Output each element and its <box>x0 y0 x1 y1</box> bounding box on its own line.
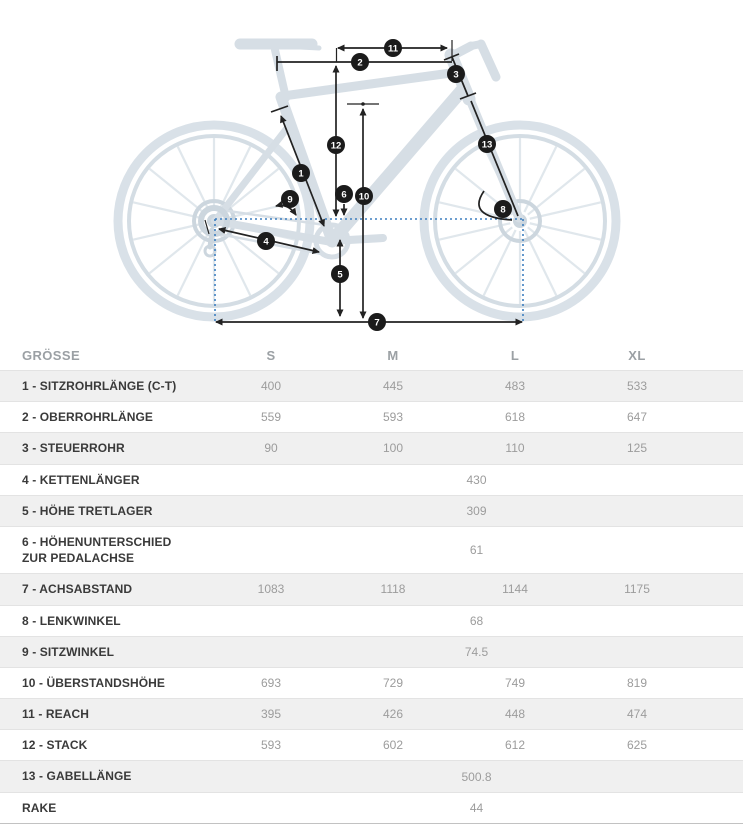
row-label: 7 - ACHSABSTAND <box>0 574 210 605</box>
cell-merged: 61 <box>210 526 743 573</box>
badge-2 <box>351 53 369 71</box>
size-table-header <box>0 340 743 371</box>
line-fork-length <box>471 101 518 216</box>
row-label: 6 - HÖHENUNTERSCHIED ZUR PEDALACHSE <box>0 526 210 573</box>
cell-l: 618 <box>454 402 576 433</box>
cell-merged: 430 <box>210 464 743 495</box>
cell-xl: 474 <box>576 699 698 730</box>
cell-filler <box>698 402 743 433</box>
derailleur <box>210 230 212 247</box>
column-header-s: S <box>210 340 332 371</box>
table-row <box>0 761 743 792</box>
cell-s: 90 <box>210 433 332 464</box>
cell-s: 593 <box>210 730 332 761</box>
badge-5-label: 5 <box>337 269 343 281</box>
table-row <box>0 636 743 667</box>
badge-12 <box>327 136 345 154</box>
cell-filler <box>698 574 743 605</box>
column-header-filler <box>698 340 743 371</box>
cell-m: 593 <box>332 402 454 433</box>
cell-s: 395 <box>210 699 332 730</box>
badge-11 <box>384 39 402 57</box>
cell-xl: 625 <box>576 730 698 761</box>
saddle-nose <box>300 47 319 48</box>
row-label: 3 - STEUERROHR <box>0 433 210 464</box>
badge-3-label: 3 <box>453 69 459 81</box>
table-row <box>0 402 743 433</box>
badge-3 <box>447 65 465 83</box>
badge-10 <box>355 187 373 205</box>
badge-13 <box>478 135 496 153</box>
badge-13-label: 13 <box>481 139 493 151</box>
table-row <box>0 730 743 761</box>
row-label: 8 - LENKWINKEL <box>0 605 210 636</box>
cell-filler <box>698 730 743 761</box>
cell-xl: 1175 <box>576 574 698 605</box>
cell-xl: 819 <box>576 667 698 698</box>
cell-filler <box>698 667 743 698</box>
cell-l: 749 <box>454 667 576 698</box>
cell-m: 729 <box>332 667 454 698</box>
cell-m: 100 <box>332 433 454 464</box>
column-header-xl: XL <box>576 340 698 371</box>
badge-2-label: 2 <box>357 57 363 69</box>
cell-filler <box>698 433 743 464</box>
table-row <box>0 699 743 730</box>
table-row <box>0 464 743 495</box>
brake-lever <box>481 44 496 77</box>
row-label: 5 - HÖHE TRETLAGER <box>0 495 210 526</box>
row-label: 11 - REACH <box>0 699 210 730</box>
badge-7 <box>368 313 386 331</box>
badge-8-label: 8 <box>500 204 506 216</box>
badge-12-label: 12 <box>330 140 342 152</box>
top-tube <box>283 73 451 96</box>
table-row <box>0 667 743 698</box>
row-label: RAKE <box>0 792 210 823</box>
column-header-m: M <box>332 340 454 371</box>
badge-4-label: 4 <box>263 236 269 248</box>
row-label: 4 - KETTENLÄNGER <box>0 464 210 495</box>
cell-merged: 500.8 <box>210 761 743 792</box>
table-row <box>0 792 743 823</box>
cell-m: 426 <box>332 699 454 730</box>
badge-4 <box>257 232 275 250</box>
badge-9-label: 9 <box>287 194 293 206</box>
row-label: 9 - SITZWINKEL <box>0 636 210 667</box>
cell-m: 602 <box>332 730 454 761</box>
cell-merged: 74.5 <box>210 636 743 667</box>
cell-xl: 647 <box>576 402 698 433</box>
table-row <box>0 574 743 605</box>
badge-1-label: 1 <box>298 168 304 180</box>
cell-l: 1144 <box>454 574 576 605</box>
table-row <box>0 526 743 573</box>
cell-xl: 533 <box>576 371 698 402</box>
cell-m: 1118 <box>332 574 454 605</box>
bike-diagram-svg <box>0 0 743 340</box>
table-row <box>0 495 743 526</box>
badge-6 <box>335 185 353 203</box>
header-row <box>0 340 743 371</box>
cell-s: 693 <box>210 667 332 698</box>
row-label: 10 - ÜBERSTANDSHÖHE <box>0 667 210 698</box>
cell-merged: 68 <box>210 605 743 636</box>
cell-s: 400 <box>210 371 332 402</box>
dot-standover <box>361 102 365 106</box>
badge-8 <box>494 200 512 218</box>
row-label: 13 - GABELLÄNGE <box>0 761 210 792</box>
badge-1 <box>292 164 310 182</box>
cell-l: 110 <box>454 433 576 464</box>
derailleur-cage <box>205 246 215 256</box>
row-label: 2 - OBERROHRLÄNGE <box>0 402 210 433</box>
table-row <box>0 433 743 464</box>
column-header-l: L <box>454 340 576 371</box>
cell-filler <box>698 371 743 402</box>
table-row <box>0 371 743 402</box>
cell-s: 559 <box>210 402 332 433</box>
cell-l: 612 <box>454 730 576 761</box>
size-header-label: GRÖSSE <box>0 340 210 371</box>
row-label: 12 - STACK <box>0 730 210 761</box>
cell-xl: 125 <box>576 433 698 464</box>
badge-9 <box>281 190 299 208</box>
geometry-diagram <box>0 0 743 340</box>
cell-l: 448 <box>454 699 576 730</box>
badge-10-label: 10 <box>358 191 370 203</box>
cell-filler <box>698 699 743 730</box>
cell-m: 445 <box>332 371 454 402</box>
cell-merged: 44 <box>210 792 743 823</box>
badge-11-label: 11 <box>387 43 399 55</box>
size-table <box>0 340 743 824</box>
badge-5 <box>331 265 349 283</box>
row-label: 1 - SITZROHRLÄNGE (C-T) <box>0 371 210 402</box>
table-row <box>0 605 743 636</box>
badge-7-label: 7 <box>374 317 380 329</box>
cell-l: 483 <box>454 371 576 402</box>
badge-6-label: 6 <box>341 189 347 201</box>
cell-merged: 309 <box>210 495 743 526</box>
cell-s: 1083 <box>210 574 332 605</box>
